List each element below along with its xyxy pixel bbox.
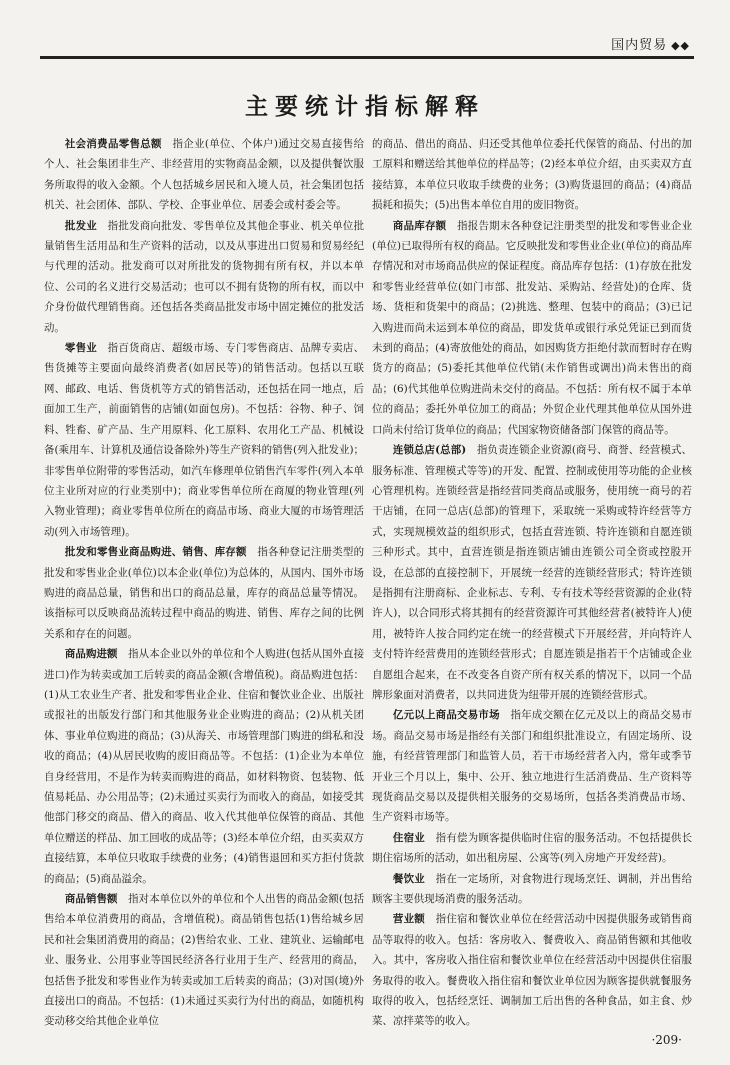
term-heading: 营业额 — [392, 913, 425, 926]
term-heading: 批发业 — [64, 219, 97, 232]
term-definition: 指从本企业以外的单位和个人购进(包括从国外直接进口)作为转卖或加工后转卖的商品金额(含增值税)。商品购进包括：(1)从工农业生产者、批发和零售业企业、住宿和餐饮业企业、出版社或报社的出版发行部门和其他服务业企业购进的商品；(2)从机关团体、事业单位购进的商品；(3)从海关、市场管理部门购进的缉私和没收的商品；(4)从居民收购的废旧商品等。不包括：(1)企业为本单位自身经营用，不是作为转卖而购进的商品，如材料物资、包装物、低值易耗品、办公用品等；(2)未通过买卖行为而收入的商品，如接受其他部门移交的商品、借入的商品、收入代其他单位保管的商品、其他单位赠送的样品、加工回收的成品等；(3)经本单位介绍，由买卖双方直接结算，本单位只收取手续费的业务；(4)销售退回和买方拒付货款的商品；(5)商品溢余。 — [44, 648, 365, 885]
section-label-text: 国内贸易 — [611, 38, 668, 53]
paragraph — [372, 869, 692, 910]
paragraph — [372, 705, 692, 827]
term-definition: 指住宿和餐饮业单位在经营活动中因提供服务或销售商品等取得的收入。包括：客房收入、餐费收入、商品销售额和其他收入。其中，客房收入指住宿和餐饮业单位在经营活动中因提供住宿服务取得的收入。餐费收入指住宿和餐饮业单位因为顾客提供就餐服务取得的收入，包括经烹饪、调制加工后出售的各种食品，如主食、炒菜、凉拌菜等的收入。 — [372, 913, 693, 1028]
paragraph — [44, 134, 364, 216]
term-heading: 批发和零售业商品购进、销售、库存额 — [64, 546, 247, 559]
section-label — [611, 34, 690, 53]
term-heading: 商品库存额 — [392, 219, 447, 232]
term-heading: 连锁总店(总部) — [392, 444, 467, 457]
right-column — [372, 134, 693, 1028]
header-rule — [40, 56, 694, 59]
diamond-icon: ◆◆ — [671, 39, 690, 52]
term-definition: 指负责连锁企业资源(商号、商誉、经营模式、服务标准、管理模式等等)的开发、配置、控制或使用等功能的企业核心管理机构。连锁经营是指经营同类商品或服务，使用统一商号的若干店铺，在同一总店(总部)的管理下，采取统一采购或特许经营等方式，实现规模效益的组织形式，包括直营连锁、特许连锁和自愿连锁三种形式。其中，直营连锁是指连锁店铺由连锁公司全资或控股开设，在总部的直接控制下，开展统一经营的连锁经营形式；特许连锁是指拥有注册商标、企业标志、专利、专有技术等经营资源的企业(特许人)，以合同形式将其拥有的经营资源许可其他经营者(被特许人)使用，被特许人按合同约定在统一的经营模式下开展经营，并向特许人支付特许经营费用的连锁经营形式；自愿连锁是指若干个店铺或企业自愿组合起来，在不改变各自资产所有权关系的情况下，以同一个品牌形象面对消费者，以共同进货为纽带开展的连锁经营形式。 — [372, 444, 692, 701]
term-heading: 商品销售额 — [64, 893, 118, 906]
term-heading: 餐饮业 — [392, 872, 425, 885]
term-definition: 指百货商店、超级市场、专门零售商店、品牌专卖店、售货摊等主要面向最终消费者(如居民等)的销售活动。包括以互联网、邮政、电话、售货机等方式的销售活动，还包括在同一地点，后面加工生产，前面销售的店铺(如面包房)。不包括：谷物、种子、饲料、牲畜、矿产品、生产用原料、化工原料、农用化工产品、机械设备(乘用车、计算机及通信设备除外)等生产资料的销售(列入批发业)；非零售单位附带的零售活动，如汽车修理单位销售汽车零件(列入本单位主业所对应的行业类别中)；商业零售单位所在商厦的物业管理(列入物业管理)；商业零售单位所在的商品市场、商业大厦的市场管理活动(列入市场管理)。 — [44, 342, 365, 538]
page-title: 主要统计指标解释 — [245, 94, 485, 120]
paragraph — [44, 216, 364, 338]
left-column — [44, 134, 365, 1028]
paragraph — [372, 216, 692, 440]
paragraph — [372, 440, 692, 705]
term-definition: 指有偿为顾客提供临时住宿的服务活动。不包括提供长期住宿场所的活动，如出租房屋、公寓等(列入房地产开发经营)。 — [372, 831, 693, 865]
paragraph — [44, 338, 364, 542]
paragraph — [372, 909, 692, 1031]
term-definition: 指企业(单位、个体户)通过交易直接售给个人、社会集团非生产、非经营用的实物商品金额，以及提供餐饮服务所取得的收入金额。个人包括城乡居民和入境人员，社会集团包括机关、社会团体、部队、学校、企事业单位、居委会或村委会等。 — [44, 138, 365, 212]
paragraph — [44, 889, 364, 1032]
term-definition: 指报告期末各种登记注册类型的批发和零售业企业(单位)已取得所有权的商品。它反映批发和零售业企业(单位)的商品库存情况和对市场商品供应的保证程度。商品库存包括：(1)存放在批发和零售业经营单位(如门市部、批发站、采购站、经营处)的仓库、货场、货柜和货架中的商品；(2)挑选、整理、包装中的商品；(3)已记入购进而尚未运到本单位的商品，即发货单或银行承兑凭证已到而货未到的商品；(4)寄放他处的商品，如因购货方拒绝付款而暂时存在购货方的商品；(5)委托其他单位代销(未作销售或调出)尚未售出的商品；(6)代其他单位购进尚未交付的商品。不包括：所有权不属于本单位的商品；委托外单位加工的商品；外贸企业代理其他单位从国外进口尚未付给订货单位的商品；代国家物资储备部门保管的商品等。 — [372, 219, 693, 436]
term-heading: 亿元以上商品交易市场 — [392, 709, 500, 722]
term-definition: 指年成交额在亿元及以上的商品交易市场。商品交易市场是指经有关部门和组织批准设立，有固定场所、设施，有经营管理部门和监管人员，若干市场经营者入内，常年或季节开业三个月以上，集中、公开、独立地进行生活消费品、生产资料等现货商品交易以及提供相关服务的交易场所，包括各类消费品市场、生产资料市场等。 — [372, 709, 693, 824]
term-definition: 指各种登记注册类型的批发和零售业企业(单位)以本企业(单位)为总体的，从国内、国外市场购进的商品总量，销售和出口的商品总量，库存的商品总量等情况。该指标可以反映商品流转过程中商品的购进、销售、库存之间的比例关系和存在的问题。 — [44, 546, 365, 640]
term-heading: 社会消费品零售总额 — [64, 138, 162, 150]
term-heading: 商品购进额 — [64, 648, 118, 661]
term-heading: 住宿业 — [392, 831, 425, 844]
page-number: ·209· — [651, 1033, 682, 1047]
paragraph — [372, 828, 692, 869]
paragraph — [44, 542, 364, 644]
term-heading: 零售业 — [64, 342, 97, 355]
paragraph-continued — [372, 134, 692, 216]
term-definition: 指对本单位以外的单位和个人出售的商品金额(包括售给本单位消费用的商品，含增值税)。商品销售包括(1)售给城乡居民和社会集团消费用的商品；(2)售给农业、工业、建筑业、运输邮电业、服务业、公用事业等国民经济各行业用于生产、经营用的商品，包括售予批发和零售业作为转卖或加工后转卖的商品；(3)对国(境)外直接出口的商品。不包括：(1)未通过买卖行为付出的商品，如随机构变动移交给其他企业单位 — [44, 893, 365, 1028]
paragraph — [44, 644, 364, 889]
term-definition: 的商品、借出的商品、归还受其他单位委托代保管的商品、付出的加工原料和赠送给其他单位的样品等；(2)经本单位介绍，由买卖双方直接结算，本单位只收取手续费的业务；(3)购货退回的商品；(4)商品损耗和损失；(5)出售本单位自用的废旧物资。 — [372, 138, 692, 212]
term-definition: 指在一定场所，对食物进行现场烹饪、调制，并出售给顾客主要供现场消费的服务活动。 — [372, 872, 693, 906]
term-definition: 指批发商向批发、零售单位及其他企事业、机关单位批量销售生活用品和生产资料的活动，以及从事进出口贸易和贸易经纪与代理的活动。批发商可以对所批发的货物拥有所有权，并以本单位、公司的名义进行交易活动；也可以不拥有货物的所有权，而以中介身份做代理销售商。还包括各类商品批发市场中固定摊位的批发活动。 — [44, 219, 365, 334]
